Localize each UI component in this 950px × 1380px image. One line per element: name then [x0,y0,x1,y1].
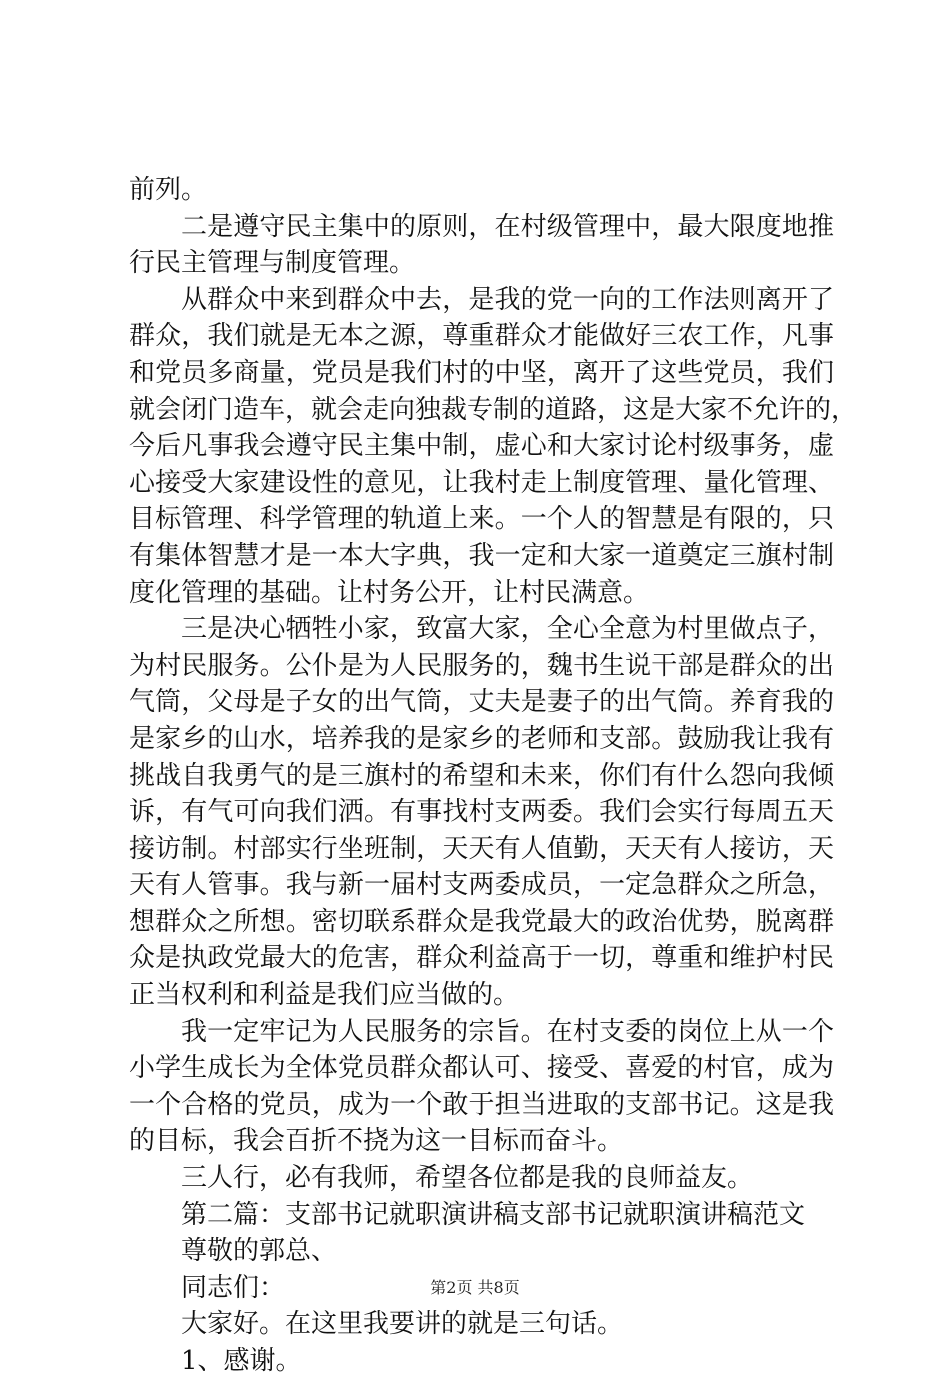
text-line: 我一定牢记为人民服务的宗旨。在村支委的岗位上从一个 [181,1016,834,1047]
text-line: 度化管理的基础。让村务公开，让村民满意。 [129,577,650,608]
text-line: 前列。 [129,175,208,205]
text-line: 一个合格的党员，成为一个敢于担当进取的支部书记。这是我 [129,1089,834,1120]
text-line: 天有人管事。我与新一届村支两委成员，一定急群众之所急， [129,870,834,901]
text-line: 尊敬的郭总、 [181,1236,338,1267]
text-line: 诉，有气可向我们洒。有事找村支两委。我们会实行每周五天 [129,797,834,828]
text-line: 接访制。村部实行坐班制，天天有人值勤，天天有人接访，天 [129,833,834,864]
text-line: 的目标，我会百折不挠为这一目标而奋斗。 [129,1126,624,1157]
text-line: 就会闭门造车，就会走向独裁专制的道路，这是大家不允许的， [129,394,858,425]
text-line: 心接受大家建设性的意见，让我村走上制度管理、量化管理、 [129,467,834,498]
text-line: 今后凡事我会遵守民主集中制，虚心和大家讨论村级事务，虚 [129,431,834,462]
text-line: 三人行，必有我师，希望各位都是我的良师益友。 [181,1163,754,1194]
text-line: 大家好。在这里我要讲的就是三句话。 [181,1309,624,1340]
text-line: 同志们： [181,1272,286,1303]
text-line: 挑战自我勇气的是三旗村的希望和未来，你们有什么怨向我倾 [129,760,834,791]
document-body [129,172,858,1380]
text-line: 正当权利和利益是我们应当做的。 [129,980,520,1011]
text-line: 是家乡的山水，培养我的是家乡的老师和支部。鼓励我让我有 [129,723,834,754]
text-line: 群众，我们就是无本之源，尊重群众才能做好三农工作，凡事 [129,321,834,352]
text-line: 有集体智慧才是一本大字典，我一定和大家一道奠定三旗村制 [129,540,834,571]
text-line: 气筒，父母是子女的出气筒，丈夫是妻子的出气筒。养育我的 [129,687,834,718]
text-line: 和党员多商量，党员是我们村的中坚，离开了这些党员，我们 [129,357,834,388]
text-line: 小学生成长为全体党员群众都认可、接受、喜爱的村官，成为 [129,1053,834,1084]
text-line: 目标管理、科学管理的轨道上来。一个人的智慧是有限的，只 [129,504,834,535]
text-line: 三是决心牺牲小家，致富大家，全心全意为村里做点子， [181,614,834,645]
text-line: 二是遵守民主集中的原则，在村级管理中，最大限度地推 [181,211,834,242]
text-line: 第二篇：支部书记就职演讲稿支部书记就职演讲稿范文 [181,1199,806,1230]
text-line: 众是执政党最大的危害，群众利益高于一切，尊重和维护村民 [129,943,834,974]
text-line: 想群众之所想。密切联系群众是我党最大的政治优势，脱离群 [129,906,834,937]
text-line: 为村民服务。公仆是为人民服务的，魏书生说干部是群众的出 [129,650,834,681]
text-line: 行民主管理与制度管理。 [129,248,416,279]
text-line: 1、感谢。 [181,1346,302,1376]
page-footer: 第2页 共8页 [430,1278,520,1297]
text-line: 从群众中来到群众中去，是我的党一向的工作法则离开了 [181,284,834,315]
